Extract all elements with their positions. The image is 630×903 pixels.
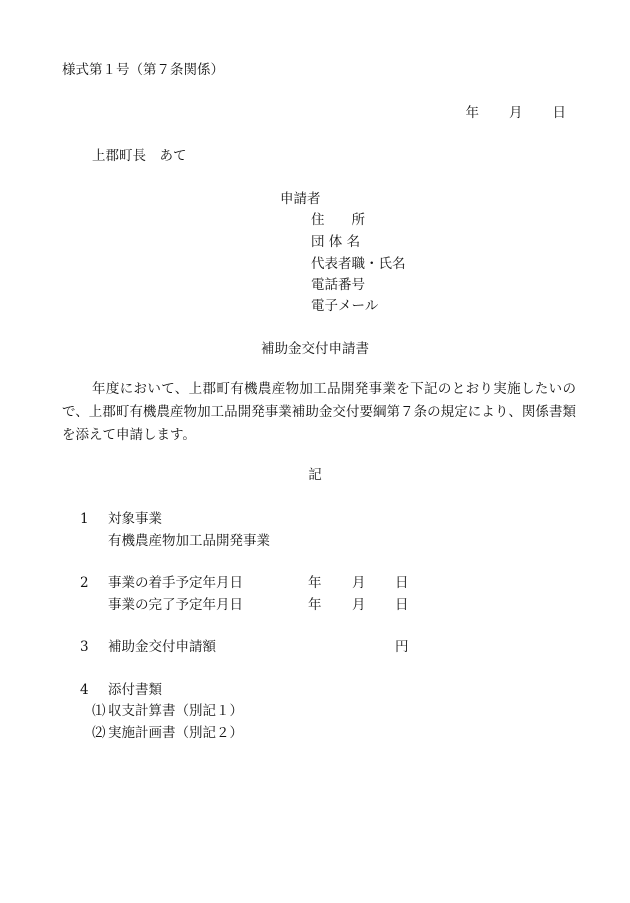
item2-start-label: 事業の着手予定年月日 [108,575,243,591]
addressee: 上郡町長 あて [92,148,187,164]
item2-start-year: 年 [308,575,322,591]
item1-label: 対象事業 [108,511,162,527]
date-line [466,107,567,121]
date-year-label: 年 [465,105,479,121]
applicant-field-email: 電子メール [311,298,379,314]
attachment2-number: ⑵ [92,725,106,741]
applicant-label: 申請者 [280,191,321,207]
date-day-label: 日 [552,105,566,121]
item1-number: 1 [80,511,89,527]
attachment2-label: 実施計画書（別記２） [108,725,243,741]
form-number: 様式第１号（第７条関係） [62,62,224,78]
item3-number: 3 [80,639,89,655]
applicant-field-address: 住 所 [311,212,365,228]
item2-number: 2 [80,575,89,591]
item2-end-label: 事業の完了予定年月日 [108,597,243,613]
body-paragraph: 年度において、上郡町有機農産物加工品開発事業を下記のとおり実施したいので、上郡町有機農産物加工品開発事業補助金交付要綱第７条の規定により、関係書類を添えて申請します。 [62,381,576,443]
item2-end-month: 月 [352,597,366,613]
item4-label: 添付書類 [108,682,162,698]
item2-end-year: 年 [308,597,322,613]
date-month-label: 月 [509,105,523,121]
ki-heading: 記 [308,467,322,483]
item1-value: 有機農産物加工品開発事業 [108,533,270,549]
item3-unit: 円 [395,639,409,655]
applicant-field-organization: 団 体 名 [311,234,361,250]
attachment1-label: 収支計算書（別記１） [108,703,243,719]
item2-start-day: 日 [395,575,409,591]
applicant-field-phone: 電話番号 [311,277,365,293]
item2-start-month: 月 [352,575,366,591]
attachment1-number: ⑴ [92,703,106,719]
item2-end-day: 日 [395,597,409,613]
item3-label: 補助金交付申請額 [108,639,216,655]
item4-number: 4 [80,682,89,698]
applicant-field-representative: 代表者職・氏名 [311,256,406,272]
document-title: 補助金交付申請書 [261,341,369,357]
